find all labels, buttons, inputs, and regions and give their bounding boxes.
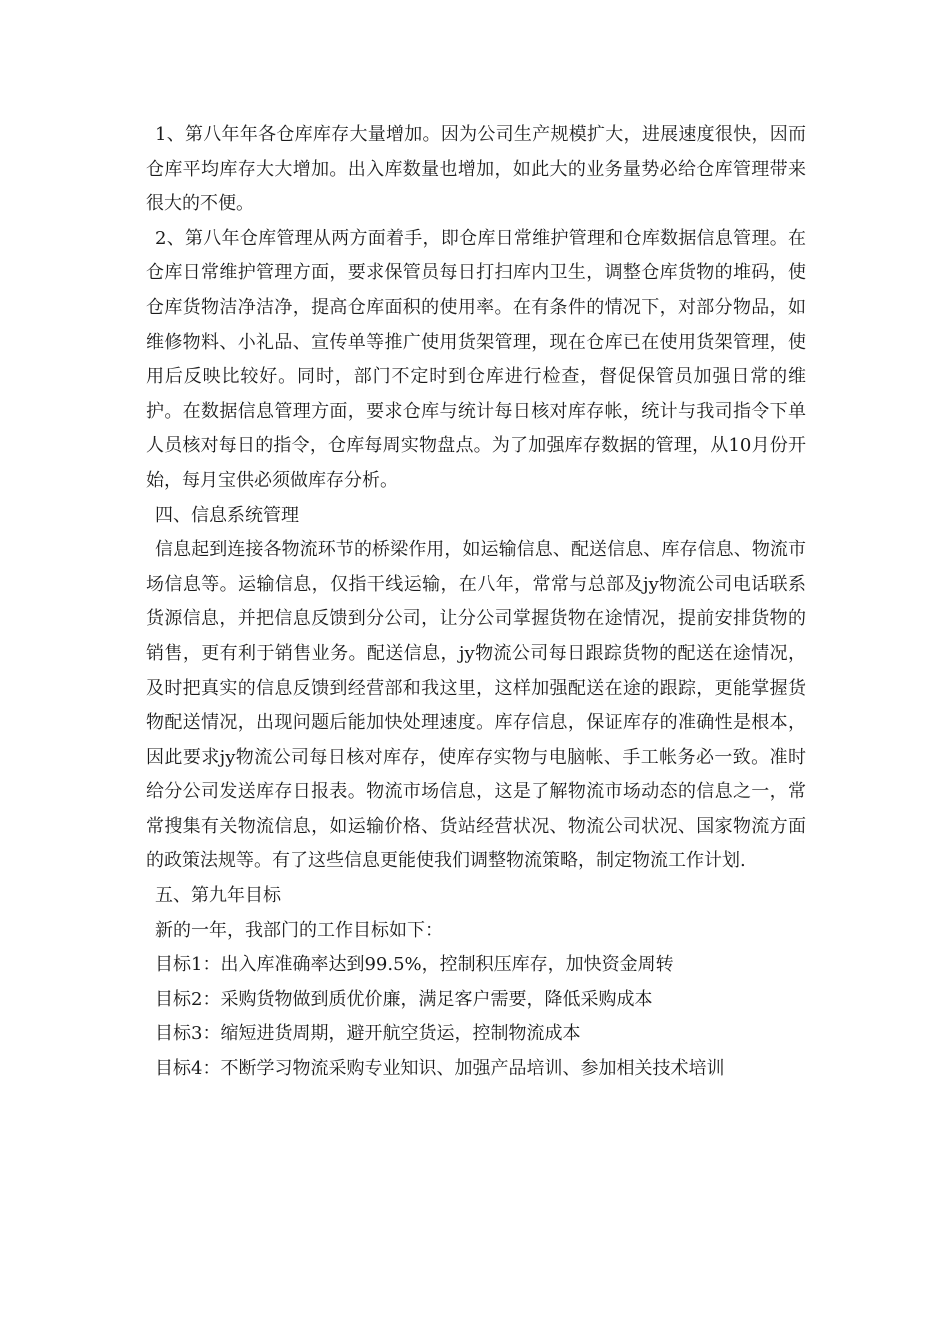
section-heading-information-system: 四、信息系统管理: [155, 504, 299, 526]
paragraph-warehouse-inventory-increase: 1、第八年年各仓库库存大量增加。因为公司生产规模扩大，进展速度很快，因而仓库平均库存大大增加。出入库数量也增加，如此大的业务量势必给仓库管理带来很大的不便。: [146, 124, 806, 215]
section-heading-ninth-year-goals: 五、第九年目标: [155, 885, 281, 907]
goal-item-3: 目标3：缩短进货周期，避开航空货运，控制物流成本: [155, 1023, 581, 1045]
goal-item-4: 目标4：不断学习物流采购专业知识、加强产品培训、参加相关技术培训: [155, 1058, 725, 1080]
goal-item-2: 目标2：采购货物做到质优价廉，满足客户需要，降低采购成本: [155, 988, 653, 1010]
document-body: [146, 118, 806, 1087]
paragraph-goals-intro: 新的一年，我部门的工作目标如下：: [155, 919, 443, 941]
goal-item-1: 目标1：出入库准确率达到99.5%，控制积压库存，加快资金周转: [155, 954, 674, 976]
paragraph-information-system: 信息起到连接各物流环节的桥梁作用，如运输信息、配送信息、库存信息、物流市场信息等。运输信息，仅指干线运输，在八年，常常与总部及jy物流公司电话联系货源信息，并把信息反馈到分公司，让分公司掌握货物在途情况，提前安排货物的销售，更有利于销售业务。配送信息，jy物流公司每日跟踪货物的配送在途情况，及时把真实的信息反馈到经营部和我这里，这样加强配送在途的跟踪，更能掌握货物配送情况，出现问题后能加快处理速度。库存信息，保证库存的准确性是根本，因此要求jy物流公司每日核对库存，使库存实物与电脑帐、手工帐务必一致。准时给分公司发送库存日报表。物流市场信息，这是了解物流市场动态的信息之一，常常搜集有关物流信息，如运输价格、货站经营状况、物流公司状况、国家物流方面的政策法规等。有了这些信息更能使我们调整物流策略，制定物流工作计划.: [146, 539, 806, 872]
paragraph-warehouse-management: 2、第八年仓库管理从两方面着手，即仓库日常维护管理和仓库数据信息管理。在仓库日常维护管理方面，要求保管员每日打扫库内卫生，调整仓库货物的堆码，使仓库货物洁净洁净，提高仓库面积的使用率。在有条件的情况下，对部分物品，如维修物料、小礼品、宣传单等推广使用货架管理，现在仓库已在使用货架管理，使用后反映比较好。同时，部门不定时到仓库进行检查，督促保管员加强日常的维护。在数据信息管理方面，要求仓库与统计每日核对库存帐，统计与我司指令下单人员核对每日的指令，仓库每周实物盘点。为了加强库存数据的管理，从10月份开始，每月宝供必须做库存分析。: [146, 227, 806, 491]
